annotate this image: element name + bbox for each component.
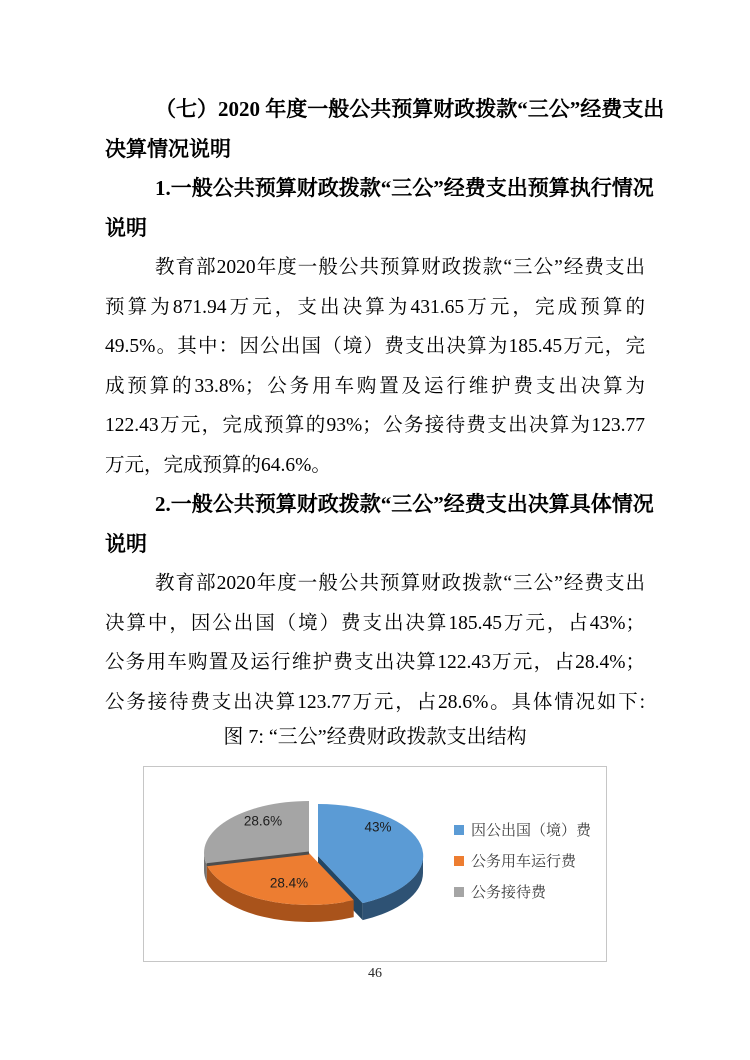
subsection-2-heading-line-1: 2.一般公共预算财政拨款“三公”经费支出决算具体情况 [155, 492, 654, 516]
subsection-1-heading-line-2: 说明 [105, 215, 147, 240]
subsection-1-heading-line-1: 1.一般公共预算财政拨款“三公”经费支出预算执行情况 [155, 176, 654, 200]
legend-label-vehicle: 公务用车运行费 [471, 853, 577, 870]
legend-swatch-orange [454, 856, 464, 866]
legend-swatch-blue [454, 825, 464, 835]
paragraph-2-line-3: 公务用车购置及运行维护费支出决算122.43万元，占28.4%； [105, 652, 645, 673]
page-number: 46 [368, 966, 382, 981]
figure-7-pie-chart [143, 766, 607, 962]
legend-item-vehicle [454, 845, 591, 876]
subsection-2-heading-line-2: 说明 [105, 531, 147, 556]
paragraph-2-line-1: 教育部2020年度一般公共预算财政拨款“三公”经费支出 [155, 573, 645, 594]
legend-label-reception: 公务接待费 [471, 884, 547, 901]
pie-label-reception: 28.6% [243, 813, 283, 829]
legend-item-abroad [454, 814, 591, 845]
document-body [105, 90, 665, 722]
chart-legend [454, 814, 591, 907]
section-7-heading-line-2: 决算情况说明 [105, 136, 231, 161]
paragraph-2-line-2: 决算中，因公出国（境）费支出决算185.45万元，占43%； [105, 612, 645, 634]
section-7-heading-line-1: （七）2020 年度一般公共预算财政拨款“三公”经费支出 [155, 97, 665, 121]
figure-caption: 图 7: “三公”经费财政拨款支出结构 [223, 726, 527, 748]
paragraph-1-line-4: 成预算的33.8%；公务用车购置及运行维护费支出决算为 [105, 375, 645, 397]
paragraph-1-line-2: 预算为871.94万元，支出决算为431.65万元，完成预算的 [105, 296, 645, 318]
legend-item-reception [454, 876, 591, 907]
legend-swatch-gray [454, 887, 464, 897]
paragraph-1-line-1: 教育部2020年度一般公共预算财政拨款“三公”经费支出 [155, 257, 645, 278]
pie-label-vehicle: 28.4% [269, 875, 309, 891]
paragraph-1-line-5: 122.43万元，完成预算的93%；公务接待费支出决算为123.77 [105, 415, 645, 436]
paragraph-1-line-3: 49.5%。其中：因公出国（境）费支出决算为185.45万元，完 [105, 336, 645, 357]
paragraph-2-line-4: 公务接待费支出决算123.77万元，占28.6%。具体情况如下: [105, 691, 645, 713]
pie-label-abroad: 43% [364, 819, 392, 835]
paragraph-1-line-6: 万元，完成预算的64.6%。 [105, 454, 331, 476]
legend-label-abroad: 因公出国（境）费 [471, 822, 592, 839]
